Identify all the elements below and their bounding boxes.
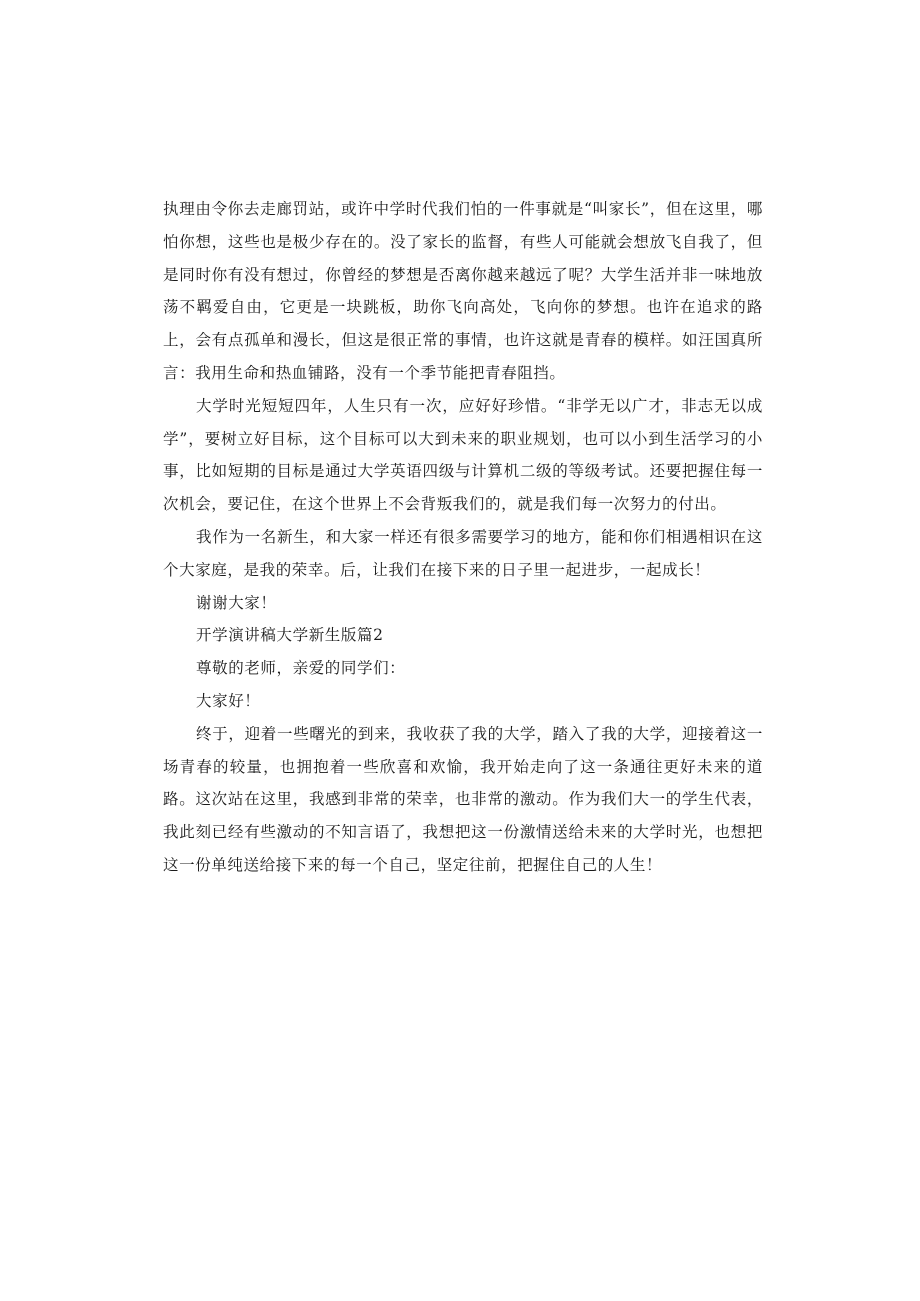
paragraph-1: 执理由令你去走廊罚站，或许中学时代我们怕的一件事就是“叫家长”，但在这里，哪怕你想，这些也是极少存在的。没了家长的监督，有些人可能就会想放飞自我了，但是同时你有没有想过，你曾经的梦想是否离你越来越远了呢？大学生活并非一味地放荡不羁爱自由，它更是一块跳板，助你飞向高处，飞向你的梦想。也许在追求的路上，会有点孤单和漫长，但这是很正常的事情，也许这就是青春的模样。如汪国真所言：我用生命和热血铺路，没有一个季节能把青春阻挡。 bbox=[163, 200, 763, 382]
salutation: 尊敬的老师，亲爱的同学们： bbox=[196, 659, 406, 678]
greeting: 大家好！ bbox=[196, 691, 261, 710]
paragraph-2: 大学时光短短四年，人生只有一次，应好好珍惜。“非学无以广才，非志无以成学”，要树立好目标，这个目标可以大到未来的职业规划，也可以小到生活学习的小事，比如短期的目标是通过大学英语四级与计算机二级的等级考试。还要把握住每一次机会，要记住，在这个世界上不会背叛我们的，就是我们每一次努力的付出。 bbox=[163, 396, 763, 514]
section-heading: 开学演讲稿大学新生版篇2 bbox=[196, 626, 384, 645]
paragraph-8: 终于，迎着一些曙光的到来，我收获了我的大学，踏入了我的大学，迎接着这一场青春的较量，也拥抱着一些欣喜和欢愉，我开始走向了这一条通往更好未来的道路。这次站在这里，我感到非常的荣幸，也非常的激动。作为我们大一的学生代表，我此刻已经有些激动的不知言语了，我想把这一份激情送给未来的大学时光，也想把这一份单纯送给接下来的每一个自己，坚定往前，把握住自己的人生！ bbox=[163, 724, 763, 874]
document-body bbox=[163, 193, 763, 882]
paragraph-3: 我作为一名新生，和大家一样还有很多需要学习的地方，能和你们相遇相识在这个大家庭，是我的荣幸。后，让我们在接下来的日子里一起进步，一起成长！ bbox=[163, 527, 763, 579]
thanks-line: 谢谢大家！ bbox=[196, 593, 277, 612]
